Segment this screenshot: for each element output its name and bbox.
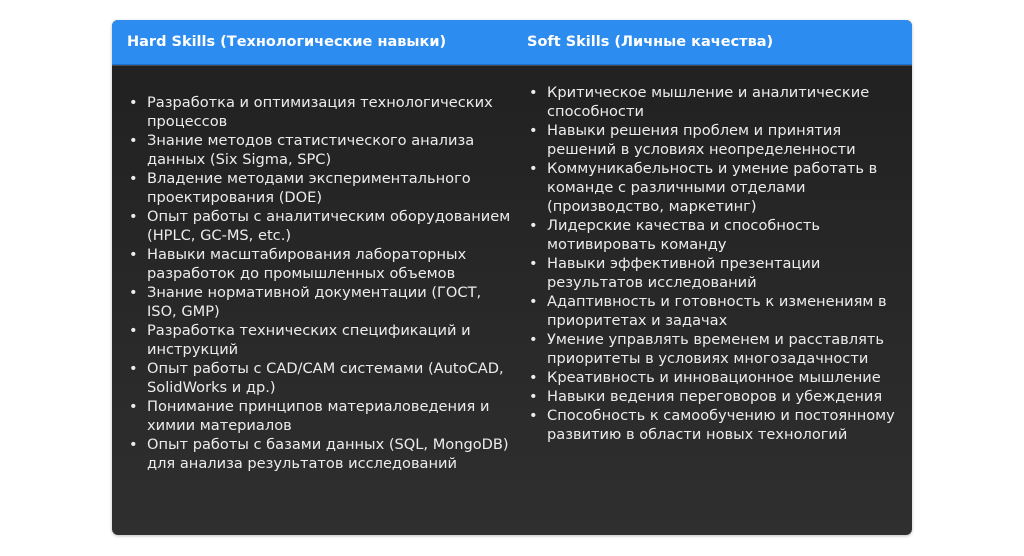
list-item: • Владение методами экспериментального проектирования (DOE) [127,169,512,207]
skills-table [112,20,912,535]
list-item: • Адаптивность и готовность к изменениям в приоритетах и задачах [527,292,912,330]
hard-skills-list [127,93,512,473]
soft-skills-list [527,83,912,444]
soft-skills-column [512,66,912,473]
list-item: • Навыки эффективной презентации результатов исследований [527,254,912,292]
list-item: • Опыт работы с аналитическим оборудованием (HPLC, GC-MS, etc.) [127,207,512,245]
hard-skills-column [112,66,512,473]
list-item: • Коммуникабельность и умение работать в команде с различными отделами (производство, маркетинг) [527,159,912,216]
table-header [112,20,912,65]
list-item: • Понимание принципов материаловедения и химии материалов [127,397,512,435]
list-item: • Разработка и оптимизация технологических процессов [127,93,512,131]
list-item: • Критическое мышление и аналитические способности [527,83,912,121]
list-item: • Навыки решения проблем и принятия решений в условиях неопределенности [527,121,912,159]
list-item: • Навыки ведения переговоров и убеждения [527,387,912,406]
list-item: • Знание нормативной документации (ГОСТ, ISO, GMP) [127,283,512,321]
header-soft-skills: Soft Skills (Личные качества) [527,34,774,50]
list-item: • Навыки масштабирования лабораторных разработок до промышленных объемов [127,245,512,283]
list-item: • Умение управлять временем и расставлять приоритеты в условиях многозадачности [527,330,912,368]
list-item: • Опыт работы с CAD/CAM системами (AutoCAD, SolidWorks и др.) [127,359,512,397]
header-hard-skills: Hard Skills (Технологические навыки) [127,34,447,50]
table-body [112,65,912,473]
list-item: • Разработка технических спецификаций и инструкций [127,321,512,359]
list-item: • Опыт работы с базами данных (SQL, MongoDB) для анализа результатов исследований [127,435,512,473]
list-item: • Лидерские качества и способность мотивировать команду [527,216,912,254]
list-item: • Креативность и инновационное мышление [527,368,912,387]
list-item: • Знание методов статистического анализа данных (Six Sigma, SPC) [127,131,512,169]
list-item: • Способность к самообучению и постоянному развитию в области новых технологий [527,406,912,444]
